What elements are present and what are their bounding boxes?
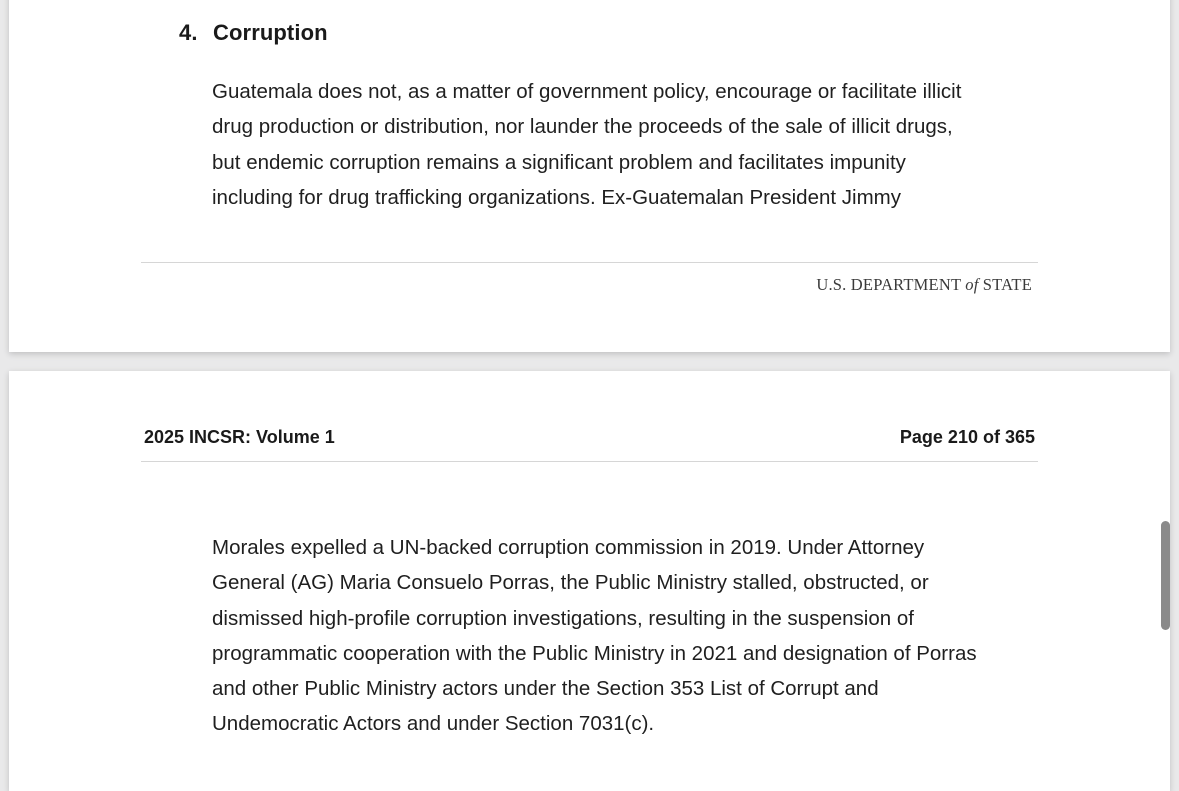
footer-divider	[141, 262, 1038, 263]
paragraph-line: Undemocratic Actors and under Section 7031(c).	[212, 712, 655, 736]
paragraph-line: programmatic cooperation with the Public Ministry in 2021 and designation of Porras	[212, 641, 977, 665]
paragraph-line: dismissed high-profile corruption investigations, resulting in the suspension of	[212, 606, 914, 630]
paragraph-line: drug production or distribution, nor launder the proceeds of the sale of illicit drugs,	[212, 115, 953, 139]
scrollbar-thumb[interactable]	[1161, 521, 1170, 630]
section-number: 4.	[179, 20, 198, 45]
report-title-header: 2025 INCSR: Volume 1	[144, 427, 335, 447]
paragraph-line: Guatemala does not, as a matter of government policy, encourage or facilitate illicit	[212, 80, 962, 103]
paragraph-line: General (AG) Maria Consuelo Porras, the Public Ministry stalled, obstructed, or	[212, 571, 929, 595]
document-page-current	[9, 371, 1170, 791]
body-paragraph	[212, 530, 1042, 742]
paragraph-line: and other Public Ministry actors under the Section 353 List of Corrupt and	[212, 677, 879, 701]
paragraph-line: including for drug trafficking organizations. Ex-Guatemalan President Jimmy	[212, 185, 901, 209]
page-number-header: Page 210 of 365	[899, 427, 1035, 447]
paragraph-line: Morales expelled a UN-backed corruption commission in 2019. Under Attorney	[212, 536, 925, 559]
section-title: Corruption	[213, 20, 328, 45]
section-heading	[179, 20, 328, 46]
header-divider	[141, 461, 1038, 462]
department-of-state-logo: U.S. DEPARTMENT of STATE	[816, 275, 1032, 294]
document-page-previous	[9, 0, 1170, 352]
paragraph-line: but endemic corruption remains a significant problem and facilitates impunity	[212, 150, 906, 174]
body-paragraph	[212, 74, 1042, 215]
